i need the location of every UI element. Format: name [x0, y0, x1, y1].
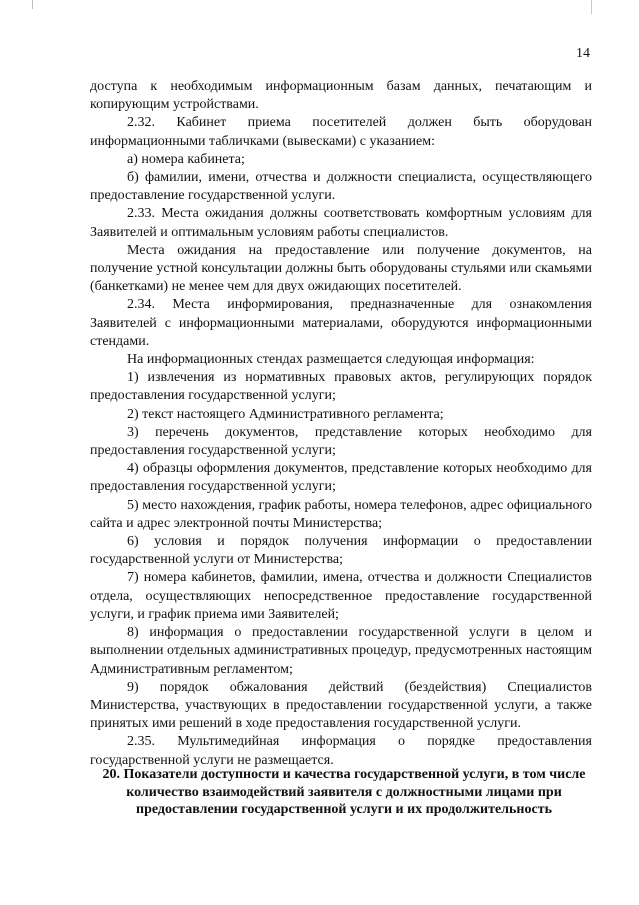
document-body — [90, 78, 592, 770]
list-item-9: 9) порядок обжалования действий (бездействия) Специалистов Министерства, участвующих в предоставлении государственной услуги, а также принятых ими решений в ходе предоставления государственной услуги. — [90, 679, 592, 732]
paragraph-2-33: 2.33. Места ожидания должны соответствовать комфортным условиям для Заявителей и оптимальным условиям работы специалистов. — [90, 206, 592, 240]
paragraph-2-34: 2.34. Места информирования, предназначенные для ознакомления Заявителей с информационными материалами, оборудуются информационными стендами. — [90, 297, 592, 349]
paragraph-stands-intro: На информационных стендах размещается следующая информация: — [127, 352, 535, 368]
paragraph-2-32-a: а) номера кабинета; — [127, 151, 245, 167]
list-item-4: 4) образцы оформления документов, представление которых необходимо для предоставления государственной услуги; — [90, 461, 592, 495]
paragraph-2-35: 2.35. Мультимедийная информация о порядке предоставления государственной услуги не размещается. — [90, 734, 592, 768]
list-item-5: 5) место нахождения, график работы, номера телефонов, адрес официального сайта и адрес электронной почты Министерства; — [90, 497, 592, 531]
list-item-1: 1) извлечения из нормативных правовых актов, регулирующих порядок предоставления государственной услуги; — [90, 370, 592, 404]
paragraph-2-32-b: б) фамилии, имени, отчества и должности специалиста, осуществляющего предоставление государственной услуги. — [90, 170, 592, 204]
list-item-7: 7) номера кабинетов, фамилии, имена, отчества и должности Специалистов отдела, осуществляющих непосредственное предоставление государственной услуги, и график приема ими Заявителей; — [90, 570, 592, 622]
list-item-3: 3) перечень документов, представление которых необходимо для предоставления государственной услуги; — [90, 424, 592, 459]
scan-edge-mark — [591, 0, 592, 14]
section-heading: 20. Показатели доступности и качества государственной услуги, в том числе количество взаимодействий заявителя с должностными лицами при предоставлении государственной услуги и их продолжительность — [102, 767, 586, 817]
page-number: 14 — [576, 46, 590, 61]
paragraph-waiting-places: Места ожидания на предоставление или получение документов, на получение устной консультации должны быть оборудованы стульями или скамьями (банкетками) не менее чем для двух ожидающих посетителей. — [90, 242, 592, 295]
list-item-6: 6) условия и порядок получения информации о предоставлении государственной услуги от Министерства; — [90, 534, 592, 568]
paragraph-access-continuation: доступа к необходимым информационным базам данных, печатающим и копирующим устройствами. — [90, 79, 592, 113]
list-item-8: 8) информация о предоставлении государственной услуги в целом и выполнении отдельных административных процедур, предусмотренных настоящим Административным регламентом; — [90, 625, 592, 677]
list-item-2: 2) текст настоящего Административного регламента; — [127, 406, 444, 422]
scan-edge-mark — [32, 0, 47, 9]
paragraph-2-32: 2.32. Кабинет приема посетителей должен быть оборудован информационными табличками (вывесками) с указанием: — [90, 115, 592, 149]
